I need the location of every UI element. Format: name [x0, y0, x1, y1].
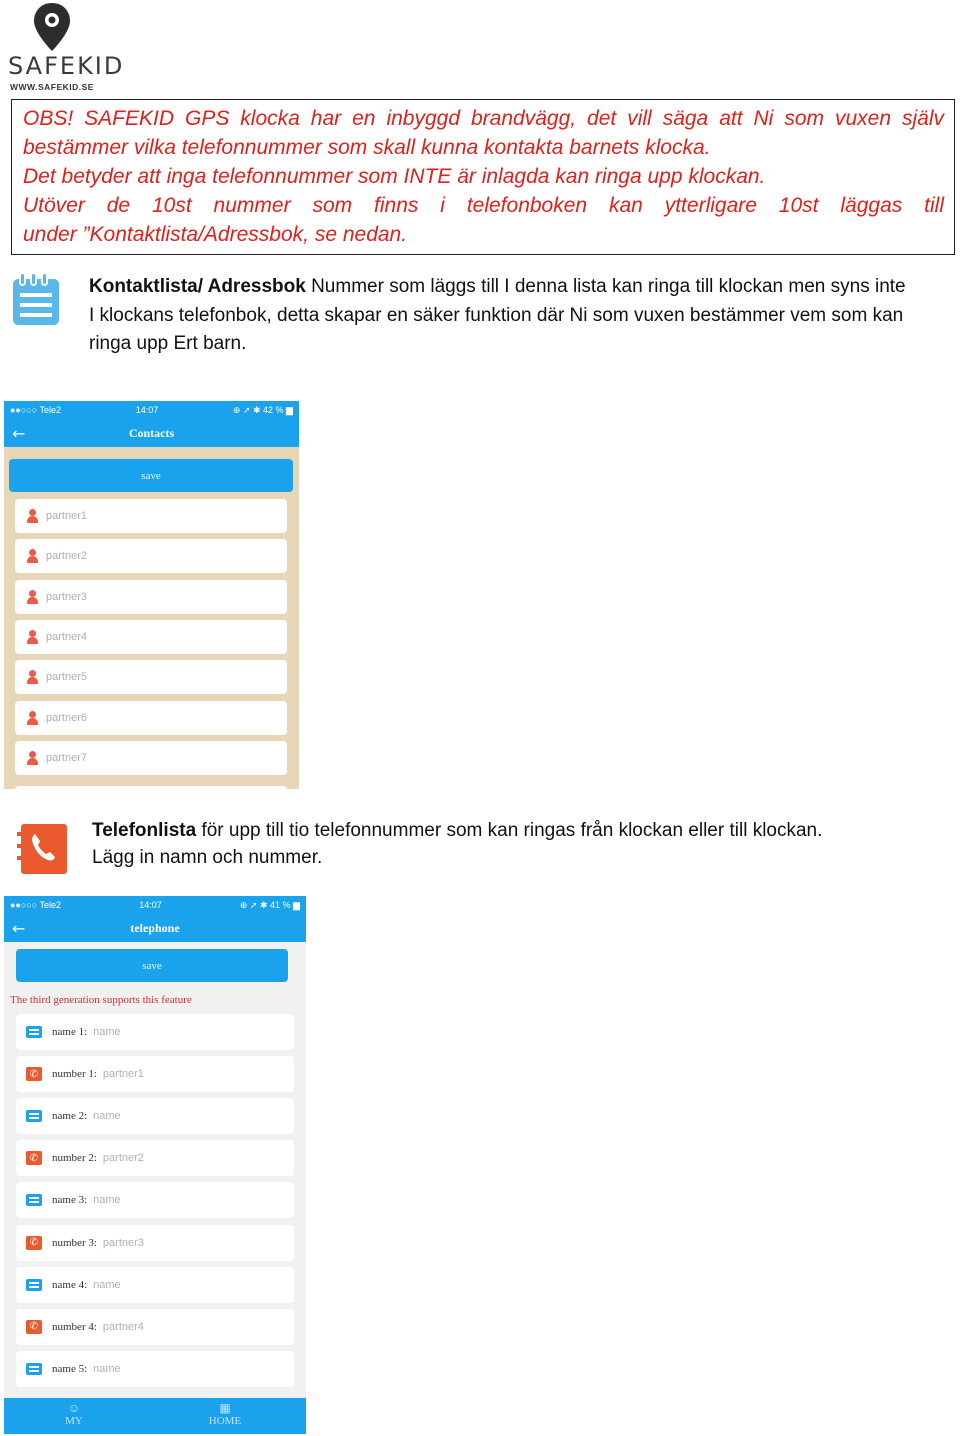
field-input[interactable]: partner4: [102, 1320, 144, 1333]
contact-row[interactable]: [15, 741, 287, 775]
phone-icon: ✆: [26, 1236, 42, 1250]
field-input[interactable]: name: [93, 1362, 121, 1375]
contact-card-icon: [26, 1194, 42, 1206]
field-input[interactable]: partner1: [102, 1068, 144, 1081]
telephone-row[interactable]: [16, 1014, 294, 1050]
save-button[interactable]: save: [16, 949, 288, 982]
tab-bar: [4, 1398, 306, 1434]
telephone-row[interactable]: [16, 1182, 294, 1218]
contact-card-icon: [26, 1363, 42, 1375]
field-label: name 3:: [52, 1194, 88, 1207]
telephone-row[interactable]: [16, 1056, 294, 1092]
back-arrow-icon[interactable]: ←: [12, 424, 26, 443]
contacts-screenshot: [4, 401, 299, 789]
person-icon: [27, 590, 38, 604]
contact-card-icon: [26, 1110, 42, 1122]
logo-url: WWW.SAFEKID.SE: [10, 82, 94, 92]
phone-icon: ✆: [26, 1320, 42, 1334]
feature-notice: The third generation supports this feature: [10, 994, 192, 1006]
back-arrow-icon[interactable]: ←: [12, 919, 26, 938]
contact-row-value: partner6: [46, 711, 87, 724]
notice-line-4: Utöver de 10st nummer som finns i telefonboken kan ytterligare 10st läggas till: [23, 194, 944, 217]
phone-book-icon: [15, 820, 69, 876]
screen-title: Contacts: [128, 425, 175, 440]
field-label: name 4:: [52, 1278, 88, 1291]
safekid-logo: [4, 0, 125, 96]
telephone-body-line2: Lägg in namn och nummer.: [92, 847, 323, 868]
home-icon: ▦: [219, 1401, 231, 1415]
telephone-row[interactable]: [16, 1351, 294, 1387]
contact-row[interactable]: [15, 620, 287, 654]
field-label: number 2:: [52, 1152, 97, 1165]
contact-row-value: partner5: [46, 671, 87, 684]
battery: ⊕ ➚ ✱ 42 % ▆: [232, 404, 293, 415]
telephone-description: [92, 817, 932, 871]
contact-card-icon: [26, 1026, 42, 1038]
notice-line-3: Det betyder att inga telefonnummer som INTE är inlagda kan ringa upp klockan.: [23, 165, 766, 188]
contact-row-value: partner4: [46, 630, 87, 643]
tab-my[interactable]: [54, 1402, 94, 1427]
person-icon: [27, 630, 38, 644]
field-input[interactable]: partner2: [102, 1152, 144, 1165]
tab-home-label: HOME: [208, 1415, 242, 1427]
person-icon: [27, 509, 38, 523]
nav-bar: [4, 914, 306, 942]
telephone-row[interactable]: [16, 1140, 294, 1176]
telephone-body: för upp till tio telefonnummer som kan ringas från klockan eller till klockan.: [196, 820, 823, 841]
contact-row[interactable]: [15, 499, 287, 533]
telephone-row[interactable]: [16, 1267, 294, 1303]
contact-row[interactable]: [15, 660, 287, 694]
field-input[interactable]: partner3: [102, 1236, 144, 1249]
notice-line-5: under ”Kontaktlista/Adressbok, se nedan.: [23, 223, 408, 246]
field-input[interactable]: name: [93, 1026, 121, 1038]
tab-my-label: MY: [65, 1415, 83, 1427]
telephone-screenshot: [4, 896, 306, 1434]
clock: 14:07: [139, 900, 162, 910]
notice-line-1-text: SAFEKID GPS klocka har en inbyggd brandvägg, det vill säga att Ni som vuxen själv: [73, 107, 944, 130]
telephone-row[interactable]: [16, 1309, 294, 1345]
field-label: name 1:: [52, 1026, 88, 1038]
logo-brand: SAFEKID: [8, 52, 125, 80]
battery: ⊕ ➚ ✱ 41 % ▆: [239, 899, 300, 910]
list-item-partial: [15, 786, 287, 789]
contacts-description: [89, 273, 909, 359]
contact-row-value: partner1: [46, 510, 87, 522]
notice-obs: OBS!: [23, 107, 74, 130]
contact-row[interactable]: [15, 580, 287, 614]
contact-row-value: partner7: [46, 751, 87, 764]
field-label: number 4:: [52, 1320, 97, 1333]
notepad-icon: [11, 271, 61, 327]
person-icon: [27, 711, 38, 725]
field-label: number 1:: [52, 1068, 97, 1081]
status-bar: [4, 896, 306, 914]
field-label: number 3:: [52, 1236, 97, 1249]
person-icon: [27, 670, 38, 684]
tab-home[interactable]: [200, 1402, 250, 1427]
notice-line-2: bestämmer vilka telefonnummer som skall kunna kontakta barnets klocka.: [23, 136, 711, 159]
field-label: name 2:: [52, 1110, 88, 1123]
clock: 14:07: [135, 405, 159, 415]
contact-row[interactable]: [15, 539, 287, 573]
contacts-heading: Kontaktlista/ Adressbok: [89, 276, 306, 297]
field-label: name 5:: [52, 1362, 88, 1375]
location-pin-icon: [32, 2, 72, 52]
carrier: ●●○○○ Tele2: [10, 900, 62, 910]
notice-line-1: [23, 104, 944, 133]
save-button[interactable]: save: [9, 459, 293, 492]
contact-row-value: partner3: [46, 590, 87, 603]
contact-row[interactable]: [15, 701, 287, 735]
contact-row-value: partner2: [46, 550, 87, 563]
nav-bar: [4, 419, 299, 447]
carrier: ●●○○○ Tele2: [10, 405, 62, 415]
field-input[interactable]: name: [93, 1278, 121, 1291]
telephone-row[interactable]: [16, 1225, 294, 1261]
firewall-notice: [11, 99, 955, 255]
user-icon: ☺: [67, 1401, 81, 1415]
screen-title: telephone: [130, 920, 180, 935]
person-icon: [27, 751, 38, 765]
field-input[interactable]: name: [93, 1194, 121, 1207]
telephone-row[interactable]: [16, 1098, 294, 1134]
telephone-heading: Telefonlista: [92, 820, 197, 841]
contact-card-icon: [26, 1279, 42, 1291]
status-bar: [4, 401, 299, 419]
field-input[interactable]: name: [93, 1110, 121, 1123]
contacts-body: Nummer som läggs till I denna lista kan ringa till klockan men syns inte I klockans telefonbok, detta skapar en säker funktion där Ni som vuxen bestämmer vem som kan ringa upp Ert barn.: [89, 276, 906, 354]
person-icon: [27, 549, 38, 563]
phone-icon: ✆: [26, 1151, 42, 1165]
phone-icon: ✆: [26, 1067, 42, 1081]
